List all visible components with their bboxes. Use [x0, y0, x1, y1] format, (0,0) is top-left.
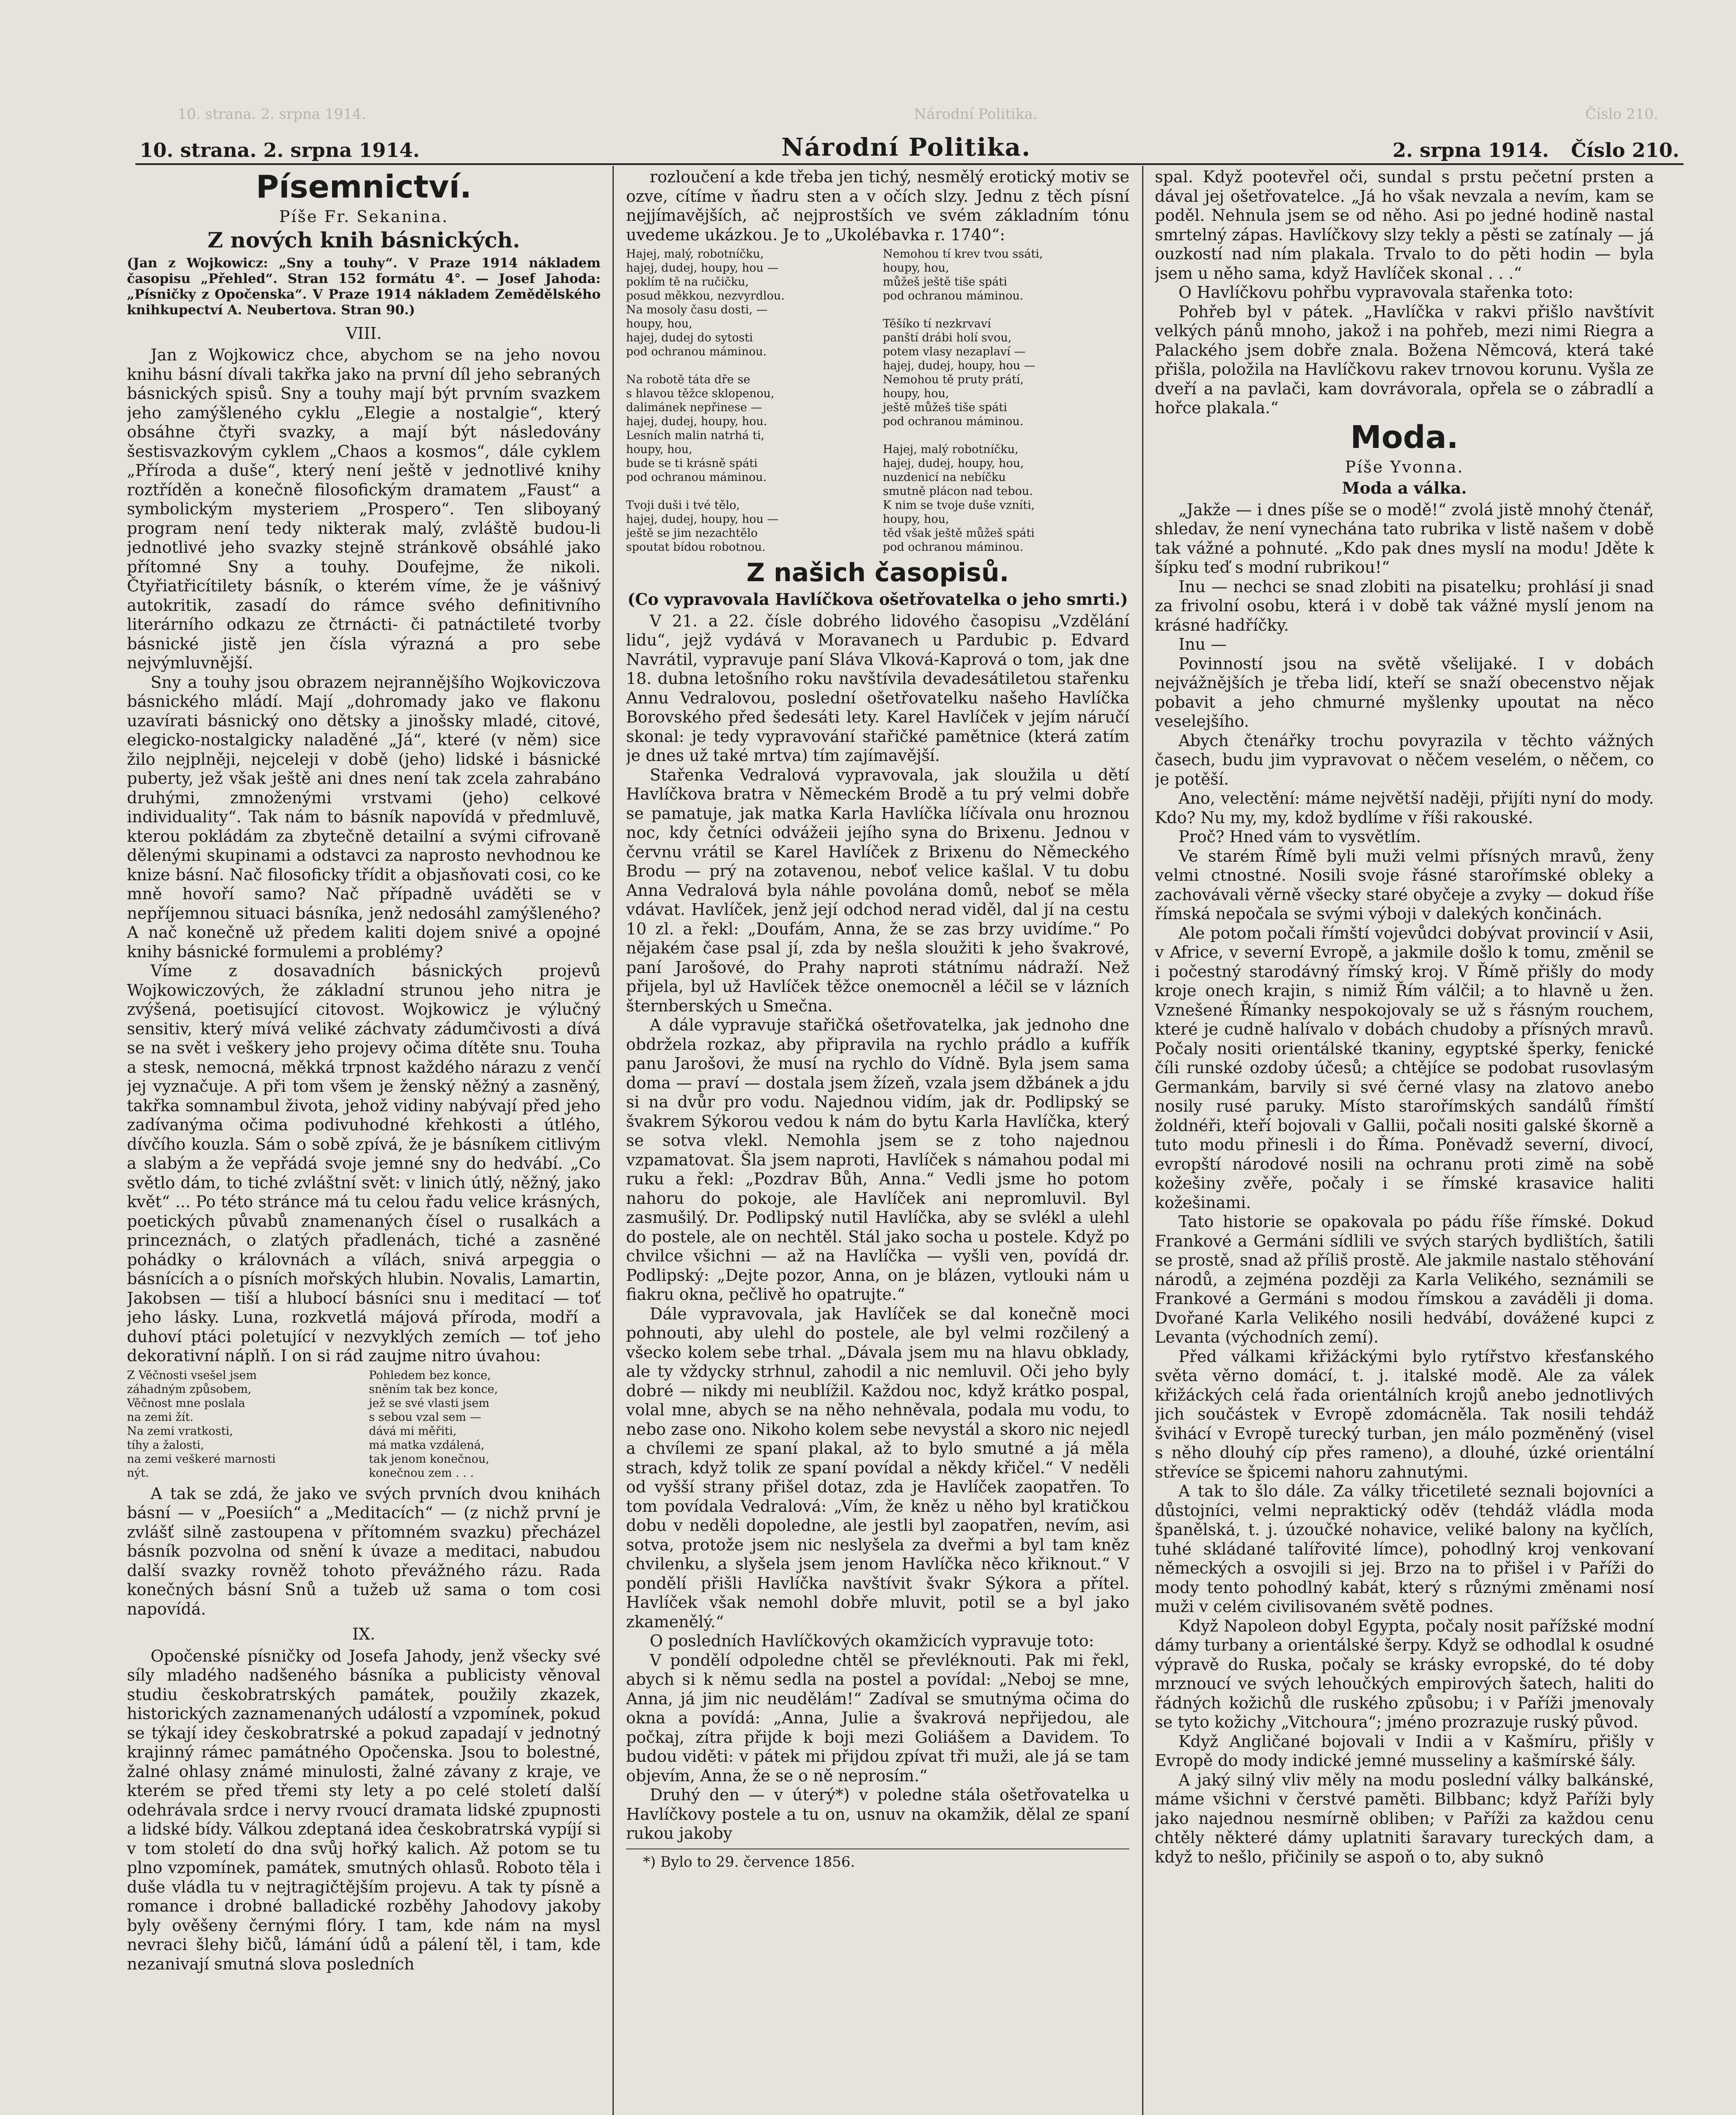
header-rule	[135, 163, 1684, 165]
paragraph: Když Napoleon dobyl Egypta, počaly nosit pařížské modní dámy turbany a orientálské šerpy. Když se odhodlal k osudné výpravě do Ruska, počaly se krásky evropské, do té doby mrznoucí ve svých lehoučkých empirových šatech, haliti do řádných kožichů dle ruského způsobu; i v Paříži jmenovaly se tyto kožichy „Vitchoura“; jméno prozrazuje ruský původ.	[1155, 1616, 1654, 1731]
poem-column-left: Hajej, malý, robotníčku, hajej, dudej, houpy, hou — poklím tě na ručičku, posud měkkou, nezvyrdlou. Na mosoly času dosti, — houpy, hou, hajej, dudej do sytosti pod ochranou máminou. Na robotě táta dře se s hlavou těžce sklopenou, dalimánek nepřinese — hajej, dudej, houpy, hou. Lesních malin natrhá ti, houpy, hou, bude se ti krásně spáti pod ochranou máminou. Tvoji duši i tvé tělo, hajej, dudej, houpy, hou — ještě se jim nezachtělo spoutat bídou robotnou.	[626, 247, 785, 554]
section-number: VIII.	[346, 324, 382, 343]
poem-column-left: Z Věčnosti vsešel jsem záhadným způsobem, Věčnost mne poslala na zemi žít. Na zemi vratkosti, tíhy a žalosti, na zemi veškeré marnosti nýt.	[127, 1368, 276, 1480]
paragraph: V 21. a 22. čísle dobrého lidového časopisu „Vzdělání lidu“, jejž vydává v Moravanech u Pardubic p. Edvard Navrátil, vypravuje paní Sláva Vlková-Kaprová o tom, jak dne 18. dubna letošního roku navštívila devadesátiletou stařenku Annu Vedralovou, poslední ošetřovatelku našeho Havlíčka Borovského před šedesáti lety. Karel Havlíček v jejím náručí skonal: je tedy vypravování stařičké pamětnice (která zatím je dnes už také mrtva) tím zajímavější.	[626, 611, 1129, 765]
paragraph: Abych čtenářky trochu povyrazila v těchto vážných časech, budu jim vypravovat o něčem veselém, o něčem, co je potěší.	[1155, 731, 1654, 788]
paragraph: A jaký silný vliv měly na modu poslední války balkánské, máme všichni v čerstvé paměti. Bilbbanc; když Paříži byly jako najednou nesmírně obliben; v Paříži za každou cenu chtěly některé dámy uplatniti šaravary tureckých dam, a když to nešlo, přičinily se aspoň o to, aby suknô	[1155, 1770, 1654, 1866]
paragraph: Inu — nechci se snad zlobiti na pisatelku; prohlásí ji snad za frivolní osobu, která i v době tak vážné myslí jenom na krásné hadříčky.	[1155, 577, 1654, 634]
book-references: (Jan z Wojkowicz: „Sny a touhy“. V Praze 1914 nákladem časopisu „Přehled“. Stran 152 formátu 4°. — Josef Jahoda: „Písničky z Opočenska“. V Praze 1914 nákladem Zemědělského knihkupectví A. Neubertova. Stran 90.)	[127, 255, 601, 318]
column-rule-1	[613, 166, 614, 2115]
header-page-date: 10. strana. 2. srpna 1914.	[140, 139, 420, 162]
footnote: *) Bylo to 29. července 1856.	[626, 1849, 1129, 1872]
paragraph: Ano, velectění: máme největší naději, přijíti nyní do mody. Kdo? Nu my, my, kdož bydlíme v říši rakouské.	[1155, 789, 1654, 827]
byline: Píše Fr. Sekanina.	[279, 207, 449, 226]
paragraph: Tato historie se opakovala po pádu říše římské. Dokud Frankové a Germáni sídlili ve svých starých bydlištích, šatili se prostě, snad až příliš prostě. Ale jakmile nastalo stěhování národů, a zejména později za Karla Velikého, seznámili se Frankové a Germáni s modou římskou a zaváděli ji doma. Dvořané Karla Velikého nosili hedvábí, dovážené kupci z Levanta (východních zemí).	[1155, 1212, 1654, 1346]
paragraph: Opočenské písničky od Josefa Jahody, jenž všecky své síly mladého nadšeného básníka a publicisty věnoval studiu českobratrských památek, použily zkazek, historických zaznamenaných událostí a vzpomínek, pokud se týkají idey českobratrské a pokud zapadají v jednotný krajinný rámec památného Opočenska. Jsou to bolestné, žalné ohlasy známé minulosti, žalné závany z kraje, ve kterém se před třemi sty lety a po celé století další odehrávala srdce i nervy rvoucí dramata lidské zpupnosti a lidské bídy. Válkou zdeptaná idea českobratrská vypíjí si v tom století do dna svůj hořký kalich. Až potom se tu plno vzpomínek, památek, smutných ohlasů. Roboto těla i duše vládla tu v nejtragičtějším projevu. A tak ty písně a romance i drobné balladické rozběhy Jahodovy jakoby byly ověšeny černými flóry. I tam, kde nám na mysl nevraci šlehy bičů, lámání údů a pálení těl, i tam, kde nezanivají smutná slova posledních	[127, 1646, 601, 1973]
section-title-literature: Písemnictví.	[256, 169, 472, 205]
byline: Píše Yvonna.	[1345, 457, 1464, 476]
section-title-fashion: Moda.	[1350, 419, 1459, 456]
paragraph: Povinností jsou na světě všelijaké. I v dobách nejvážnějších je třeba lidí, kteří se snaží obecenstvo nějak pobavit a jeho chmurné myšlenky upoutat na něco veselejšího.	[1155, 654, 1654, 731]
paragraph: A dále vypravuje stařičká ošetřovatelka, jak jednoho dne obdržela rozkaz, aby připravila na rychlo prádlo a kufřík panu Jarošovi, že musí na rychlo do Vídně. Byla jsem sama doma — praví — dostala jsem žízeň, vzala jsem džbánek a jdu si na dvůr pro vodu. Najednou vidím, jak dr. Podlipský se švakrem Sýkorou vedou k nám do bytu Karla Havlíčka, který se sotva vlekl. Nemohla jsem se z toho najednou vzpamatovat. Šla jsem naproti, Havlíček s námahou podal mi ruku a řekl: „Pozdrav Bůh, Anna.“ Vedli jsme ho potom nahoru do pokoje, ale Havlíček ani nepromluvil. Byl zasmušilý. Dr. Podlipský nutil Havlíčka, aby se svlékl a ulehl do postele, ale on nechtěl. Stál jako socha u postele. Když po chvilce všichni — až na Havlíčka — vyšli ven, povídá dr. Podlipský: „Dejte pozor, Anna, on je blázen, vytlouki nám u fiakru okna, pečlivě ho opatrujte.“	[626, 1016, 1129, 1304]
poem	[127, 1368, 601, 1480]
bleed-through-text	[178, 106, 1658, 123]
paragraph: Stařenka Vedralová vypravovala, jak sloužila u dětí Havlíčkova bratra v Německém Brodě a tu prý velmi dobře se pamatuje, jak matka Karla Havlíčka líčívala onu hroznou noc, kdy četníci odvážeii jejího syna do Brixenu. Jednou v červnu vrátil se Karel Havlíček z Brixenu do Německého Brodu — prý na zotavenou, neboť velice kašlal. V tu dobu Anna Vedralová byla náhle povolána domů, neboť se měla vdávat. Havlíček, jenž její odchod nerad viděl, dal jí na cestu 10 zl. a řekl: „Doufám, Anna, že se zas brzy uvidíme.“ Po nějakém čase psal jí, zda by nešla sloužiti k jeho švakrové, paní Jarošové, do Prahy naproti státnímu nádraží. Než přijela, byl už Havlíček těžce onemocněl a léčil se v lázních šternberských u Smečna.	[626, 765, 1129, 1015]
poem-column-right: Pohledem bez konce, sněním tak bez konce, jež se své vlasti jsem s sebou vzal sem — dává mi měřiti, má matka vzdálená, tak jenom konečnou, konečnou zem . . .	[369, 1368, 498, 1480]
paragraph: O posledních Havlíčkových okamžicích vypravuje toto:	[650, 1632, 1094, 1650]
article-title: Moda a válka.	[1342, 478, 1467, 497]
paragraph: O Havlíčkovu pohřbu vypravovala stařenka toto:	[1178, 283, 1574, 302]
paragraph: Ve starém Římě byli muži velmi přísných mravů, ženy velmi ctnostné. Nosili svoje řásné starořímské obleky a zachovávali věrně všecky staré obyčeje a zvyky — dokud říše římská nepočala se svými výboji v dalekých končinách.	[1155, 846, 1654, 923]
paragraph: Dále vypravovala, jak Havlíček se dal konečně moci pohnouti, aby ulehl do postele, ale byl velmi rozčilený a všecko kolem sebe trhal. „Dávala jsem mu na hlavu obklady, ale ty vždycky strhnul, zahodil a nic nemluvil. Oči jeho byly dobré — nikdy mi neublížil. Každou noc, když krátko pospal, volal mne, abych se na něho nehněvala, podala mu vodu, to nebo zase ono. Nikoho kolem sebe nevystál a skoro nic nejedl a chvílemi ze spaní plakal, až to bylo smutné a já měla strach, když tolik ze spaní povídal a někdy křičel.“ V neděli od vyšší strany přišel dotaz, zda je Havlíček zaopatřen. To tom povídala Vedralová: „Vím, že kněz u něho byl kratičkou dobu v neděli dopoledne, ale jestli byl zaopatřen, nevím, asi sotva, protože jsem nic neslyšela za dveřmi a byl tam kněz chvilenku, a slyšela jsem jenom Havlíčka něco křiknout.“ V pondělí přišli Havlíčka navštívit švakr Sýkora a přítel. Havlíček však nemohl dobře mluvit, potil se a byl jako zkamenělý.“	[626, 1304, 1129, 1631]
paragraph: Inu —	[1178, 635, 1227, 654]
paragraph: Před válkami křižáckými bylo rytířstvo křesťanského světa věrno domácí, t. j. italské modě. Ale za válek křižáckých celá řada orientálních krojů anebo jednotlivých jich součástek v Evropě zdomácněla. Tak nosili tehdáž švihácí v Evropě turecký turban, jen málo pozměněný (visel s něho dlouhý cíp přes rameno), a dlouhé, úzké orientální střevíce se špicemi nahoru zahnutými.	[1155, 1347, 1654, 1481]
paragraph: rozloučení a kde třeba jen tichý, nesmělý erotický motiv se ozve, cítíme v ňadru sten a v očích slzy. Jednu z těch písní nejjímavějších, ač nejprostších ve svém základním tónu uvedeme ukázkou. Je to „Ukolébavka r. 1740“:	[626, 168, 1129, 244]
column-3	[1155, 168, 1654, 2115]
paragraph: Když Angličané bojovali v Indii a v Kašmíru, přišly v Evropě do mody indické jemné musseliny a kašmírské šály.	[1155, 1732, 1654, 1770]
paragraph: A tak to šlo dále. Za války třicetileté seznali bojovníci a důstojníci, velmi nepraktický oděv (tehdáž vládla moda španělská, t. j. úzoučké nohavice, veliké balony na kyčlích, tuhé skládané talířovité límce), pohodlný kroj venkovaní německých a osvojili si jej. Brzo na to přišel i v Paříži do mody tento pohodlný kabát, který s různými změnami nosí muži v celém civilisovaném světě podnes.	[1155, 1482, 1654, 1616]
page-header	[140, 135, 1679, 162]
paragraph: Pohřeb byl v pátek. „Havlíčka v rakvi přišlo navštívit velkých pánů mnoho, jakož i na pohřeb, mezi nimi Riegra a Palackého jsem dobře znala. Božena Němcová, která také přišla, položila na Havlíčkovu rakev trnovou korunu. Vyšla ze dveří a na pavlači, kam dovrávorala, opřela se o zábradlí a hořce plakala.“	[1155, 302, 1654, 417]
column-rule-2	[1142, 166, 1143, 2115]
article-title: Z nových knih básnických.	[207, 227, 520, 253]
paragraph: Proč? Hned vám to vysvětlím.	[1178, 827, 1421, 846]
bleed-left: 10. strana. 2. srpna 1914.	[178, 106, 366, 123]
header-issue: Číslo 210.	[1571, 139, 1679, 162]
paragraph: Druhý den — v úterý*) v poledne stála ošetřovatelka u Havlíčkovy postele a tu on, usnuv na okamžik, dělal ze spaní rukou jakoby	[626, 1785, 1129, 1843]
paragraph: Víme z dosavadních básnických projevů Wojkowiczových, že základní strunou jeho nitra je zvýšená, poetisující citovost. Wojkowicz je výlučný sensitiv, který mívá veliké záchvaty zádumčivosti a dívá se na svět i veškery jeho projevy očima dítěte snu. Touha a stesk, nemocná, měkká trpnost každého nárazu z venčí jej vyznačuje. A při tom všem je ženský něžný a zasněný, takřka somnambul života, jehož vidiny nabývají před jeho zadívanýma očima podivuhodné křehkosti a útlého, dívčího kouzla. Sám o sobě zpívá, že je básníkem citlivým a slabým a že vepřádá svoje jemné sny do hedvábí. „Co světlo dám, to tiché zvláštní svět: v linich útlý, něžný, jako květ“ ... Po této stránce má tu celou řadu velice krásných, poetických půvabů znamenaných čísel o rusalkách a princeznách, o zlatých přadlenách, tiché a zasněné pohádky o královnách a vílách, snivá arpeggia o básnících a o písních mořských hlubin. Novalis, Lamartin, Jakobsen — tiší a hlubocí básníci snu i meditací — toť jeho lásky. Luna, rozkvetlá májová příroda, modří a duhoví ptáci poletující v nezvyklých zemích — toť jeho dekorativní náplň. I on si rád zaujme nitro úvahou:	[127, 961, 601, 1365]
paragraph: Ale potom počali římští vojevůdci dobývat provincií v Asii, v Africe, v severní Evropě, a jakmile došlo k tomu, změnil se i počestný starodávný římský kroj. V Římě přišly do mody kroje onech krajin, s nimiž Řím válčil; a to hlavně u žen. Vznešené Římanky nespokojovaly se už s řásným rouchem, které je cudně halívalo v dobách chudoby a přísných mravů. Počaly nositi orientálské tkaniny, egyptské šperky, fenické číli runské ozdoby účesů; a chtějíce se podobat rusovlasým Germankám, barvily si své černé vlasy na zlatovo anebo nosily rusé paruky. Místo starořímských sandálů římští žoldnéři, kteří bojovali v Gallii, počali nositi galské škorně a tuto modu přinesli i do Říma. Poněvadž severní, divocí, evropští národové nosili na ochranu proti zimě na sobě kožešiny zvěře, počaly i se římské krasavice haliti kožešinami.	[1155, 923, 1654, 1212]
poem-column-right: Nemohou tí krev tvou ssáti, houpy, hou, můžeš ještě tiše spáti pod ochranou máminou. Těšíko tí nezkrvaví panští drábi holí svou, potem vlasy nezaplaví — hajej, dudej, houpy, hou — Nemohou tě pruty prátí, houpy, hou, ještě můžeš tiše spáti pod ochranou máminou. Hajej, malý robotníčku, hajej, dudej, houpy, hou, nuzdenicí na nebíčku smutně plácon nad tebou. K nim se tvoje duše vzníti, houpy, hou, těd však ještě můžeš spáti pod ochranou máminou.	[883, 247, 1043, 554]
masthead: Národní Politika.	[781, 133, 1031, 162]
article-subtitle: (Co vypravovala Havlíčkova ošetřovatelka o jeho smrti.)	[627, 590, 1128, 609]
header-date: 2. srpna 1914.	[1393, 139, 1549, 162]
bleed-right: Číslo 210.	[1585, 106, 1658, 123]
paragraph: V pondělí odpoledne chtěl se převléknouti. Pak mi řekl, abych si k němu sedla na postel a povídal: „Neboj se mne, Anna, já jim nic neudělám!“ Zadíval se smutnýma očima do okna a povídá: „Anna, Julie a švakrová nepřijedou, ale počkaj, zítra přijde k boji mezi Goliášem a Davidem. To budou viděti: v pátek mi přijdou zpívat tři muži, ale já se tam objevím, Anna, že se o ně neprosím.“	[626, 1651, 1129, 1785]
section-title-magazines: Z našich časopisů.	[746, 558, 1009, 588]
column-1	[127, 168, 601, 2115]
bleed-mid: Národní Politika.	[914, 106, 1038, 123]
paragraph: spal. Když pootevřel oči, sundal s prstu pečetní prsten a dával jej ošetřovatelce. „Já ho však nevzala a nevím, kam se poděl. Nehnula jsem se od něho. Asi po jedné hodině nastal smrtelný zápas. Havlíčkovy slzy tekly a pěsti se zatínaly — já ouzkostí nad ním plakala. Trvalo to do pěti hodin — byla jsem u něho sama, když Havlíček skonal . . .“	[1155, 168, 1654, 283]
column-2	[626, 168, 1129, 2115]
paragraph: Jan z Wojkowicz chce, abychom se na jeho novou knihu básní dívali takřka jako na první díl jeho sebraných básnických spisů. Sny a touhy mají být prvním svazkem jeho zamýšleného cyklu „Elegie a nostalgie“, který obsáhne čtyři svazky, a mají být následovány šestisvazkovým cyklem „Chaos a kosmos“, dále cyklem „Příroda a duše“, který není ještě v jednotlivé knihy roztříděn a konečně filosofickým dramatem „Faust“ a symbolickým mysteriem „Prospero“. Ten sliboyaný program není tedy nikterak malý, zvláště budou-li jednotlivé jeho svazky stejně stránkově obsáhlé jako přítomné Sny a touhy. Doufejme, že nikoli. Čtyřiatřicítilety básník, o kterém víme, že je vášnivý autokritik, zasadí do rámce svého definitivního literárního odkazu ze čtrnácti- či patnáctileté tvorby básnické jistě jen čísla výrazná a pro sebe nejvýmluvnější.	[127, 346, 601, 672]
paragraph: „Jakže — i dnes píše se o modě!“ zvolá jistě mnohý čtenář, shledav, že není vynechána tato rubrika v listě našem v době tak vážné a pohnuté. „Kdo pak dnes myslí na modu! Jděte k šípku teď s modní rubrikou!“	[1155, 500, 1654, 577]
section-number: IX.	[352, 1625, 376, 1643]
lullaby-poem	[626, 247, 1129, 554]
header-right	[1393, 139, 1679, 162]
paragraph: A tak se zdá, že jako ve svých prvních dvou knihách básní — v „Poesiích“ a „Meditacích“ — (z nichž první je zvlášť silně zastoupena v přítomném svazku) přecházel básník pozvolna od snění k úvaze a meditaci, nabudou další svazky rovněž tohoto převážného rázu. Rada konečných básní Snů a tužeb už sama o tom cosi napovídá.	[127, 1484, 601, 1618]
paragraph: Sny a touhy jsou obrazem nejrannějšího Wojkoviczova básnického mládí. Mají „dohromady jako ve flakonu uzavírati básnický ono dětsky a jinošsky mladé, citové, elegicko-nostalgicky naladěné „Já“, které (v něm) sice žilo nejplněji, nejceleji v době (jeho) lidské i básnické puberty, jež však ještě ani dnes není tak zcela zahrabáno druhými, zmnoženými vrstvami (jeho) celkové individuality“. Tak nám to básník napovídá v předmluvě, kterou pokládám za zbytečně detailní a svými cifrovaně dělenými skupinami a odstavci za naprosto nevhodnou ke knize básní. Nač filosoficky třídit a objasňovati cosi, co ke mně hovoří samo? Nač případně uváděti se v nepříjemnou situaci básníka, jenž nedosáhl zamýšleného? A nač konečně už předem kaliti dojem snivé a opojné knihy básnické formulemi a problémy?	[127, 673, 601, 961]
